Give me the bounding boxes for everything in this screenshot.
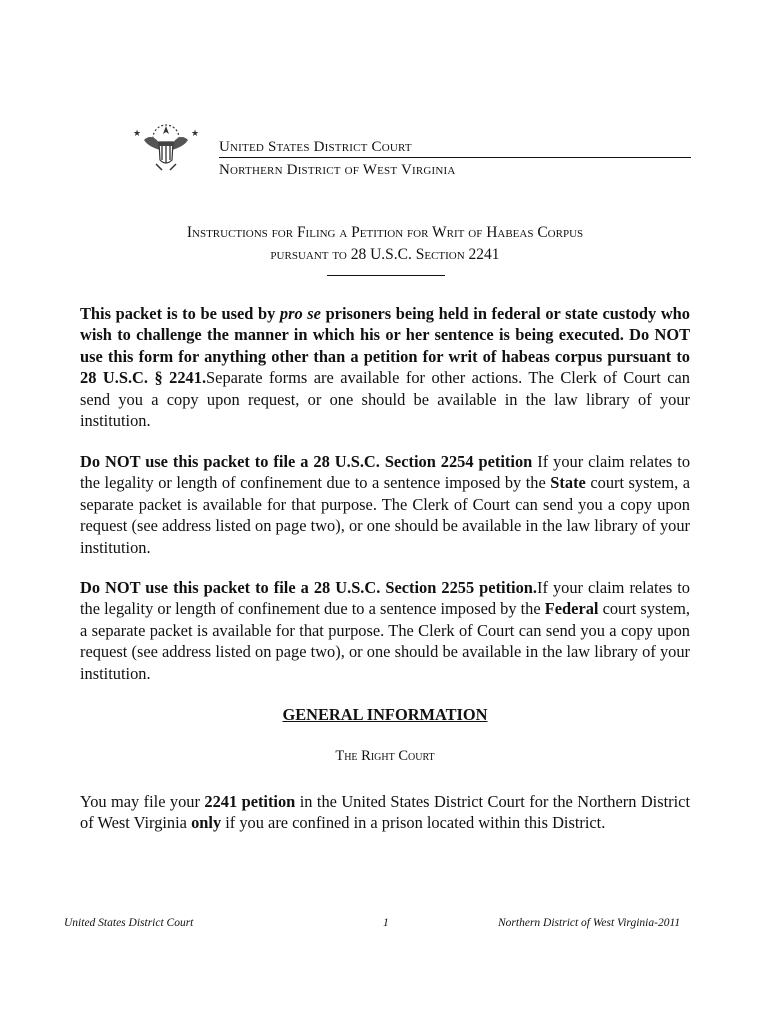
court-name: United States District Court (219, 138, 691, 158)
section-2254-paragraph: Do NOT use this packet to file a 28 U.S.C. Section 2254 petition If your claim relates to the legality or length of confinement due to a sentence imposed by the State court system, a separate packet is available for that purpose. The Clerk of Court can send you a copy upon request (see address listed on page two), or one should be available in the law library of your institution. (80, 452, 691, 557)
right-court-subheading: The Right Court (335, 748, 435, 764)
svg-text:★: ★ (191, 129, 200, 139)
general-information-heading: GENERAL INFORMATION (282, 705, 488, 724)
court-district: Northern District of West Virginia (219, 162, 456, 178)
right-court-paragraph: You may file your 2241 petition in the United States District Court for the Northern District of West Virginia only if you are confined in a prison located within this District. (80, 792, 690, 833)
court-header (219, 138, 691, 179)
intro-paragraph: This packet is to be used by pro se prisoners being held in federal or state custody who wish to challenge the manner in which his or her sentence is being executed. Do NOT use this form for anything other than a petition for writ of habeas corpus pursuant to 28 U.S.C. § 2241.Separate forms are available for other actions. The Clerk of Court can send you a copy upon request, or one should be available in the law library of your institution. (80, 304, 690, 431)
footer-right: Northern District of West Virginia-2011 (498, 917, 681, 929)
section-2255-paragraph: Do NOT use this packet to file a 28 U.S.C. Section 2255 petition.If your claim relates to the legality or length of confinement due to a sentence imposed by the Federal court system, a separate packet is available for that purpose. The Clerk of Court can send you a copy upon request (see address listed on page two), or one should be available in the law library of your institution. (80, 578, 690, 683)
title-divider (327, 275, 445, 276)
svg-text:★: ★ (133, 129, 142, 139)
footer-left: United States District Court (64, 917, 194, 929)
document-title-line1: Instructions for Filing a Petition for Writ of Habeas Corpus (186, 224, 584, 241)
court-seal-icon (130, 116, 202, 180)
footer-page-number: 1 (383, 917, 389, 929)
document-title-line2: pursuant to 28 U.S.C. Section 2241 (270, 246, 500, 263)
